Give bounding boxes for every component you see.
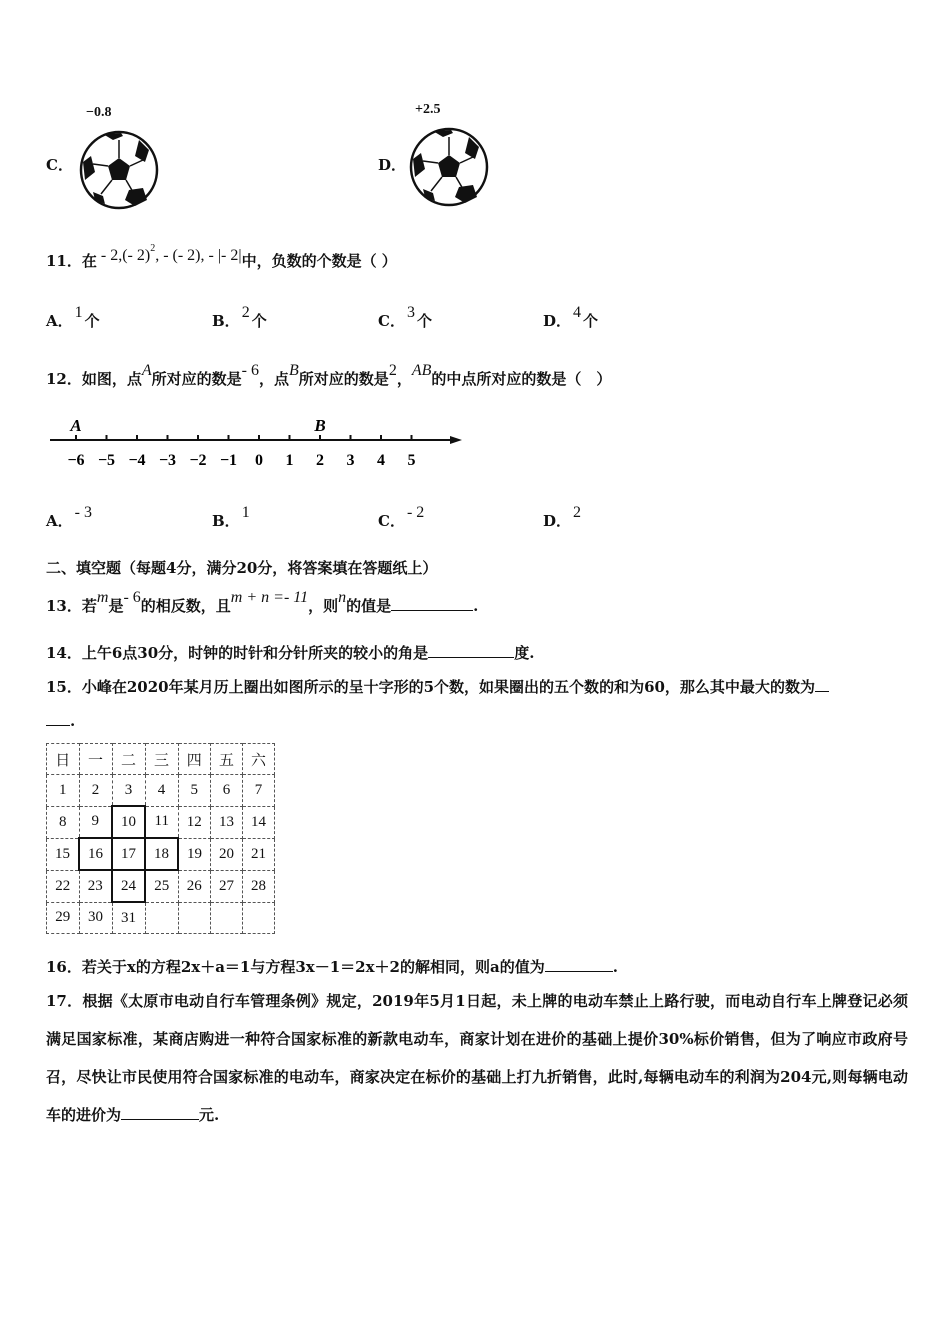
q11-number: 11．在: [46, 252, 97, 270]
calendar-row: [47, 775, 275, 807]
q12-option-c: C． - 2: [378, 504, 425, 530]
number-line-tick-label: −4: [128, 452, 146, 469]
q11-expr-d: |- 2|: [217, 247, 242, 264]
number-line-tick-label: −3: [158, 452, 177, 469]
calendar-header: 三: [145, 744, 178, 775]
calendar-cell: 31: [112, 902, 145, 934]
q12-option-d: D． 2: [543, 504, 582, 530]
calendar-cell: 2: [79, 775, 112, 807]
q13-stem: 13．若m是- 6的相反数，且m + n =- 11，则n的值是 .: [46, 589, 479, 615]
calendar-cell: 27: [211, 870, 243, 902]
section-title: 二、填空题（每题4分，满分20分，将答案填在答题纸上）: [46, 559, 438, 577]
calendar-cell: 26: [178, 870, 211, 902]
calendar-cell: 14: [243, 806, 275, 838]
calendar-header: 五: [211, 744, 243, 775]
q11-suffix: 中，负数的个数是（ ）: [241, 252, 397, 270]
q12-stem: 12．如图，点A所对应的数是- 6，点B所对应的数是2，AB的中点所对应的数是（ ）: [46, 362, 612, 388]
soccer-ball-icon: [78, 128, 162, 212]
number-line-point-b-label: B: [314, 416, 326, 435]
q13-answer-blank[interactable]: [391, 597, 473, 611]
calendar-cell: 23: [79, 870, 112, 902]
q11-option-c: C． 3 个: [378, 304, 432, 330]
calendar-cell: 13: [211, 806, 243, 838]
calendar-cell-circled: 10: [112, 806, 145, 838]
calendar-cell: 5: [178, 775, 211, 807]
q11-expr-b: (- 2): [122, 247, 151, 264]
calendar-cell: 9: [79, 806, 112, 838]
calendar-cell: 3: [112, 775, 145, 807]
calendar-cell-circled: 24: [112, 870, 145, 902]
calendar-cell: 7: [243, 775, 275, 807]
calendar-cell-circled: 18: [145, 838, 178, 870]
calendar-cell: 29: [47, 902, 80, 934]
q15-stem: 15．小峰在2020年某月历上圈出如图所示的呈十字形的5个数，如果圈出的五个数的和为60，那么其中最大的数为: [46, 676, 829, 697]
q13-equation: m + n =- 11: [230, 589, 309, 606]
calendar-row: [47, 870, 275, 902]
calendar-cell: 28: [243, 870, 275, 902]
q16-stem: 16．若关于x的方程2x＋a＝1与方程3x－1＝2x＋2的解相同，则a的值为 .: [46, 958, 618, 976]
q16-answer-blank[interactable]: [545, 958, 613, 972]
number-line-tick-label: −6: [67, 452, 85, 469]
calendar-cell-circled: 17: [112, 838, 145, 870]
calendar-cell: 22: [47, 870, 80, 902]
q14-answer-blank[interactable]: [428, 644, 514, 658]
q12-var-ab: AB: [411, 362, 432, 379]
calendar-cell: 20: [211, 838, 243, 870]
q11-option-d: D． 4 个: [543, 304, 599, 330]
q11-option-a: A． 1 个: [46, 304, 100, 330]
q12-var-a: A: [141, 362, 152, 379]
q12-var-b: B: [289, 362, 299, 379]
number-line-tick-label: 3: [346, 452, 355, 469]
q17-answer-blank[interactable]: [121, 1106, 199, 1120]
calendar-header: 六: [243, 744, 275, 775]
calendar-header: 二: [112, 744, 145, 775]
calendar-row: [47, 806, 275, 838]
calendar-cell: 4: [145, 775, 178, 807]
calendar-cell: [243, 902, 275, 934]
calendar-cell-circled: 16: [79, 838, 112, 870]
q15-answer-blank-part2[interactable]: [46, 712, 70, 726]
q11-option-b: B． 2 个: [212, 304, 267, 330]
calendar-cell: 1: [47, 775, 80, 807]
calendar-table: [46, 743, 275, 934]
q11-expr-exp: 2: [150, 243, 156, 254]
q10-option-d-label: D．: [378, 156, 407, 174]
calendar-row: [47, 838, 275, 870]
calendar-cell: [178, 902, 211, 934]
calendar-cell: 12: [178, 806, 211, 838]
q12-option-a: A． - 3: [46, 504, 92, 530]
calendar-cell: 30: [79, 902, 112, 934]
q11-stem: [46, 243, 397, 271]
number-line-point-a-label: A: [70, 416, 82, 435]
calendar-cell: 25: [145, 870, 178, 902]
q15-answer-blank-part1[interactable]: [815, 678, 829, 692]
q12-option-b: B． 1: [212, 504, 250, 530]
number-line-tick-label: 0: [255, 452, 263, 469]
q10-option-d-value: +2.5: [415, 102, 441, 117]
number-line-arrow-icon: [450, 436, 462, 444]
number-line-tick-label: 5: [407, 452, 416, 469]
calendar-cell: 6: [211, 775, 243, 807]
number-line: [46, 410, 466, 474]
calendar-header: 日: [47, 744, 80, 775]
calendar-cell: 15: [47, 838, 80, 870]
calendar-cell: [145, 902, 178, 934]
calendar-cell: [211, 902, 243, 934]
q15-stem-continued: .: [46, 712, 75, 730]
number-line-tick-label: 2: [316, 452, 324, 469]
number-line-tick-label: 1: [285, 452, 294, 469]
calendar-cell: 19: [178, 838, 211, 870]
number-line-tick-label: −1: [219, 452, 238, 469]
calendar-header: 四: [178, 744, 211, 775]
calendar-row: [47, 902, 275, 934]
number-line-tick-label: 4: [377, 452, 385, 469]
calendar-cell: 8: [47, 806, 80, 838]
number-line-tick-label: −2: [189, 452, 207, 469]
calendar-cell: 21: [243, 838, 275, 870]
number-line-tick-label: −5: [97, 452, 116, 469]
q14-stem: 14．上午6点30分，时钟的时针和分针所夹的较小的角是 度.: [46, 644, 535, 662]
q11-expr-a: - 2,: [100, 247, 123, 264]
q17-stem: 17．根据《太原市电动自行车管理条例》规定，2019年5月1日起，未上牌的电动车禁止上路行驶，而电动自行车上牌登记必须满足国家标准，某商店购进一种符合国家标准的新款电动车，商家计划在进价的基础上提价30%标价销售，但为了响应市政府号召，尽快让市民使用符合国家标准的电动车，商家决定在标价的基础上打九折销售，此时,每辆电动车的利润为204元,则每辆电动车的进价为 元.: [46, 992, 908, 1124]
calendar-header-row: [47, 744, 275, 775]
soccer-ball-icon: [408, 125, 492, 209]
q10-option-c-value: −0.8: [86, 105, 112, 120]
q10-option-c-label: C．: [46, 156, 73, 174]
calendar-cell: 11: [145, 806, 178, 838]
q11-expr-c: , - (- 2), -: [155, 247, 218, 264]
calendar-header: 一: [79, 744, 112, 775]
